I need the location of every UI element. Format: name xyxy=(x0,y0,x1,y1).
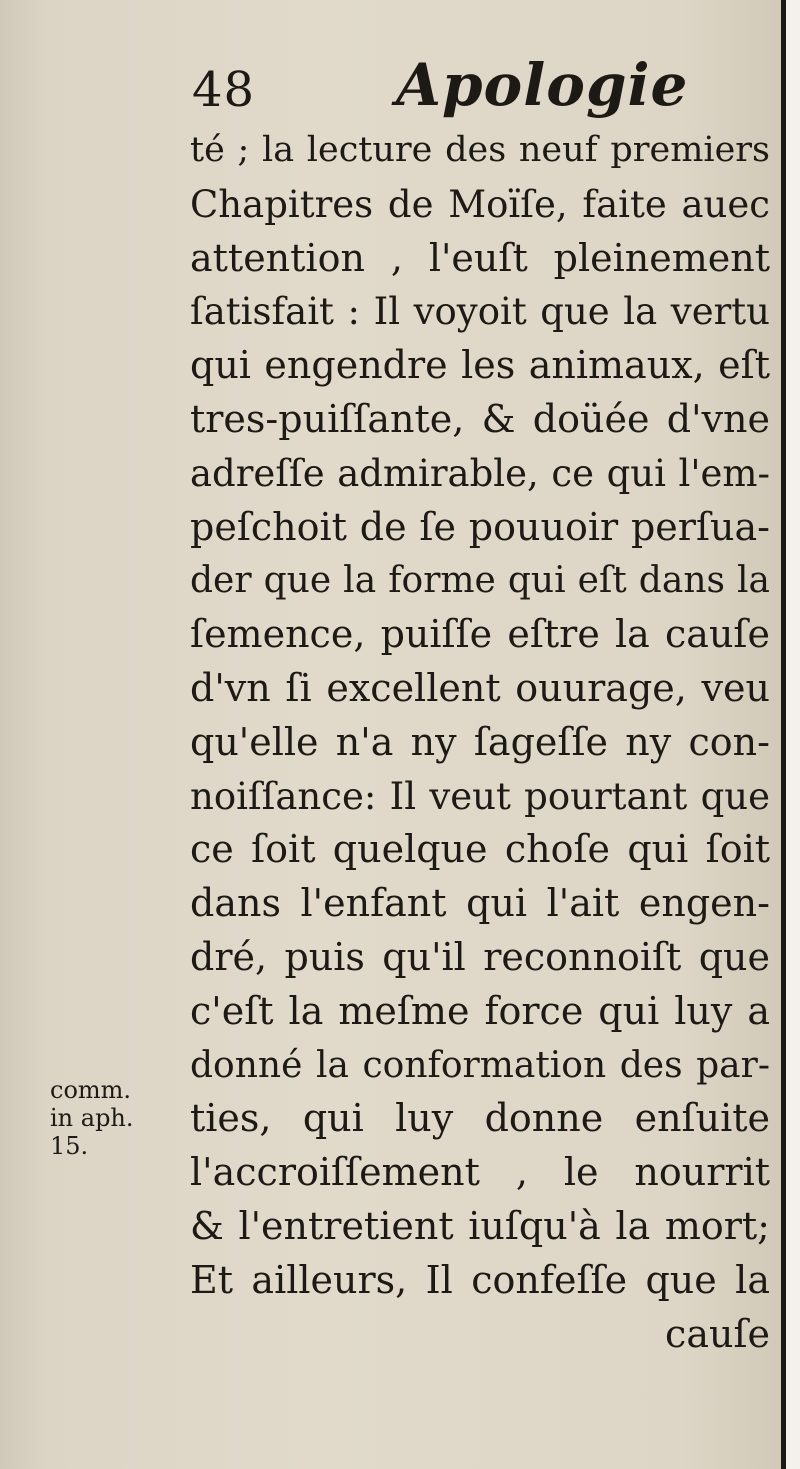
text-line: ſemence, puiſſe eſtre la cauſe xyxy=(190,612,770,657)
text-line: ſatisfait : Il voyoit que la vertu xyxy=(190,290,770,334)
text-line: ties, qui luy donne enſuite xyxy=(190,1096,770,1141)
binding-shadow xyxy=(781,0,786,1469)
margin-note xyxy=(50,1076,165,1160)
margin-note-line: 15. xyxy=(50,1132,89,1160)
text-line: qui engendre les animaux, eſt xyxy=(190,343,770,388)
text-line: adreſſe admirable, ce qui l'em- xyxy=(190,451,770,495)
page-edge xyxy=(786,0,800,1469)
text-line: ce ſoit quelque choſe qui ſoit xyxy=(190,827,770,872)
text-line: l'accroiſſement , le nourrit xyxy=(190,1150,770,1195)
text-line: tres-puiſſante, & doüée d'vne xyxy=(190,396,770,441)
text-line: té ; la lecture des neuf premiers xyxy=(190,130,770,170)
text-line: attention , l'euſt pleinement xyxy=(190,235,770,280)
page-number: 48 xyxy=(192,62,256,118)
catchword: cauſe xyxy=(665,1311,770,1356)
margin-note-line: in aph. xyxy=(50,1104,134,1132)
text-line: dans l'enfant qui l'ait engen- xyxy=(190,881,770,926)
text-line: der que la forme qui eſt dans la xyxy=(190,560,770,602)
body-text xyxy=(190,124,770,1361)
text-line: Et ailleurs, Il confeſſe que la xyxy=(190,1257,770,1302)
text-line: noiſſance: Il veut pourtant que xyxy=(190,774,770,818)
margin-note-line: comm. xyxy=(50,1076,132,1104)
text-line: c'eſt la meſme force qui luy a xyxy=(190,988,770,1033)
text-line: Chapitres de Moïſe, faite auec xyxy=(190,182,770,226)
running-head: Apologie xyxy=(396,51,689,119)
text-line: & l'entretient iuſqu'à la mort; xyxy=(190,1203,770,1248)
text-line: qu'elle n'a ny ſageſſe ny con- xyxy=(190,719,770,764)
text-line: donné la conformation des par- xyxy=(190,1044,770,1086)
text-line: peſchoit de ſe pouuoir perſua- xyxy=(190,504,770,549)
text-line: d'vn ſi excellent ouurage, veu xyxy=(190,665,770,710)
text-line: dré, puis qu'il reconnoiſt que xyxy=(190,934,770,979)
